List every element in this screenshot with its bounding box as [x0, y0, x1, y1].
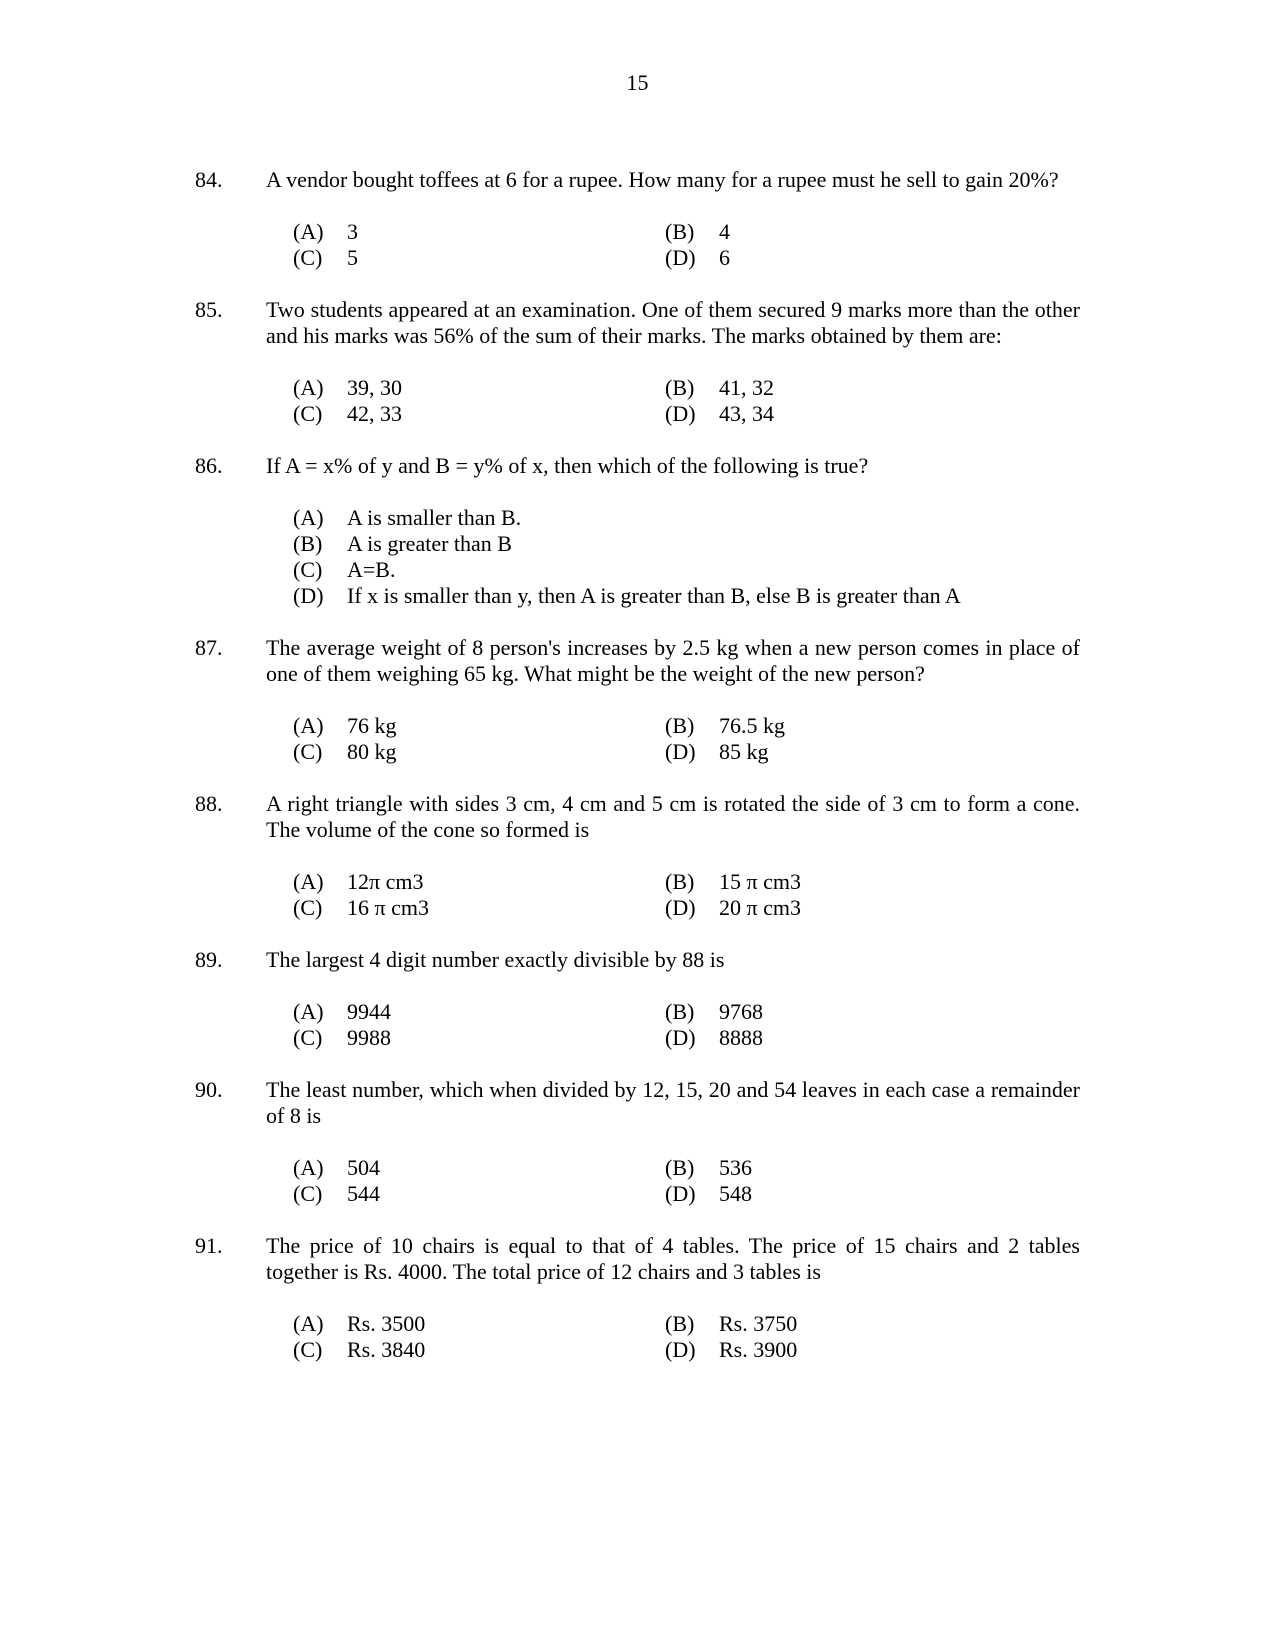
question-number: 89. [195, 947, 223, 972]
option-text: 548 [719, 1181, 752, 1206]
question-90 [195, 1077, 1080, 1207]
option-c [293, 895, 665, 921]
option-a [293, 219, 665, 245]
option-label: (A) [293, 999, 324, 1024]
question-text: The least number, which when divided by 12, 15, 20 and 54 leaves in each case a remainder of 8 is [266, 1077, 1080, 1128]
option-label: (B) [665, 1311, 695, 1336]
option-text: 15 π cm3 [719, 869, 801, 894]
option-b [665, 713, 1080, 739]
option-label: (C) [293, 895, 323, 920]
question-text: The average weight of 8 person's increases by 2.5 kg when a new person comes in place of one of them weighing 65 kg. What might be the weight of the new person? [266, 635, 1080, 686]
option-label: (C) [293, 1337, 323, 1362]
question-number: 86. [195, 453, 223, 478]
question-text: A vendor bought toffees at 6 for a rupee. How many for a rupee must he sell to gain 20%? [266, 167, 1059, 192]
option-label: (C) [293, 557, 323, 582]
option-label: (B) [665, 219, 695, 244]
option-label: (C) [293, 1025, 323, 1050]
option-text: 6 [719, 245, 730, 270]
question-85 [195, 297, 1080, 427]
page-number: 15 [626, 70, 649, 95]
option-text: 76 kg [347, 713, 397, 738]
option-label: (D) [665, 401, 696, 426]
option-label: (A) [293, 713, 324, 738]
option-c [293, 1025, 665, 1051]
option-d [665, 1181, 1080, 1207]
option-label: (D) [293, 583, 324, 608]
question-number: 91. [195, 1233, 223, 1258]
option-label: (A) [293, 505, 324, 530]
option-label: (A) [293, 869, 324, 894]
options [293, 1155, 1080, 1207]
option-d [665, 401, 1080, 427]
question-text: A right triangle with sides 3 cm, 4 cm and 5 cm is rotated the side of 3 cm to form a cone. The volume of the cone so formed is [266, 791, 1080, 842]
option-text: 9944 [347, 999, 391, 1024]
option-c [293, 401, 665, 427]
option-label: (A) [293, 375, 324, 400]
option-a [293, 869, 665, 895]
option-text: 9988 [347, 1025, 391, 1050]
option-label: (B) [293, 531, 323, 556]
question-number: 88. [195, 791, 223, 816]
options [293, 375, 1080, 427]
question-number: 85. [195, 297, 223, 322]
option-label: (B) [665, 1155, 695, 1180]
options [293, 505, 1080, 609]
option-d [293, 583, 1080, 609]
question-86 [195, 453, 1080, 609]
option-text: 504 [347, 1155, 380, 1180]
option-b [665, 375, 1080, 401]
question-number: 90. [195, 1077, 223, 1102]
option-a [293, 713, 665, 739]
option-label: (B) [665, 713, 695, 738]
options [293, 869, 1080, 921]
options [293, 999, 1080, 1051]
option-label: (B) [665, 869, 695, 894]
option-b [665, 219, 1080, 245]
option-c [293, 739, 665, 765]
option-label: (D) [665, 739, 696, 764]
option-b [293, 531, 1080, 557]
option-text: Rs. 3500 [347, 1311, 426, 1336]
option-text: 43, 34 [719, 401, 774, 426]
option-b [665, 999, 1080, 1025]
option-text: 20 π cm3 [719, 895, 801, 920]
option-text: 4 [719, 219, 730, 244]
option-text: 42, 33 [347, 401, 402, 426]
option-b [665, 869, 1080, 895]
option-text: 76.5 kg [719, 713, 785, 738]
option-text: A=B. [347, 557, 396, 582]
option-d [665, 739, 1080, 765]
option-text: 16 π cm3 [347, 895, 429, 920]
option-text: 85 kg [719, 739, 769, 764]
option-d [665, 1025, 1080, 1051]
option-text: 12π cm3 [347, 869, 424, 894]
option-text: 544 [347, 1181, 380, 1206]
option-label: (A) [293, 1155, 324, 1180]
option-label: (C) [293, 1181, 323, 1206]
option-text: 8888 [719, 1025, 763, 1050]
option-text: If x is smaller than y, then A is greater than B, else B is greater than A [347, 583, 961, 608]
option-label: (C) [293, 739, 323, 764]
option-d [665, 1337, 1080, 1363]
option-c [293, 245, 665, 271]
option-text: Rs. 3840 [347, 1337, 426, 1362]
question-number: 87. [195, 635, 223, 660]
option-a [293, 1155, 665, 1181]
option-text: 5 [347, 245, 358, 270]
option-text: 80 kg [347, 739, 397, 764]
option-label: (D) [665, 895, 696, 920]
option-d [665, 245, 1080, 271]
option-c [293, 1337, 665, 1363]
option-text: 536 [719, 1155, 752, 1180]
option-text: 41, 32 [719, 375, 774, 400]
option-text: 3 [347, 219, 358, 244]
question-88 [195, 791, 1080, 921]
options [293, 713, 1080, 765]
option-a [293, 505, 1080, 531]
options [293, 219, 1080, 271]
option-label: (C) [293, 401, 323, 426]
option-label: (A) [293, 219, 324, 244]
option-d [665, 895, 1080, 921]
question-87 [195, 635, 1080, 765]
option-label: (D) [665, 1337, 696, 1362]
option-text: Rs. 3750 [719, 1311, 798, 1336]
option-label: (D) [665, 245, 696, 270]
option-label: (D) [665, 1025, 696, 1050]
option-c [293, 557, 1080, 583]
option-label: (B) [665, 375, 695, 400]
question-number: 84. [195, 167, 223, 192]
option-label: (B) [665, 999, 695, 1024]
option-text: A is smaller than B. [347, 505, 522, 530]
option-text: 9768 [719, 999, 763, 1024]
option-label: (C) [293, 245, 323, 270]
option-text: Rs. 3900 [719, 1337, 798, 1362]
question-text: Two students appeared at an examination. One of them secured 9 marks more than the other and his marks was 56% of the sum of their marks. The marks obtained by them are: [266, 297, 1080, 348]
question-text: The price of 10 chairs is equal to that of 4 tables. The price of 15 chairs and 2 tables together is Rs. 4000. The total price of 12 chairs and 3 tables is [266, 1233, 1080, 1284]
question-list [195, 167, 1080, 1389]
question-84 [195, 167, 1080, 271]
question-text: If A = x% of y and B = y% of x, then which of the following is true? [266, 453, 869, 478]
question-text: The largest 4 digit number exactly divisible by 88 is [266, 947, 725, 972]
question-89 [195, 947, 1080, 1051]
options [293, 1311, 1080, 1363]
option-text: A is greater than B [347, 531, 512, 556]
option-a [293, 1311, 665, 1337]
option-label: (D) [665, 1181, 696, 1206]
option-a [293, 375, 665, 401]
option-label: (A) [293, 1311, 324, 1336]
option-text: 39, 30 [347, 375, 402, 400]
option-b [665, 1155, 1080, 1181]
option-c [293, 1181, 665, 1207]
option-a [293, 999, 665, 1025]
question-91 [195, 1233, 1080, 1363]
option-b [665, 1311, 1080, 1337]
